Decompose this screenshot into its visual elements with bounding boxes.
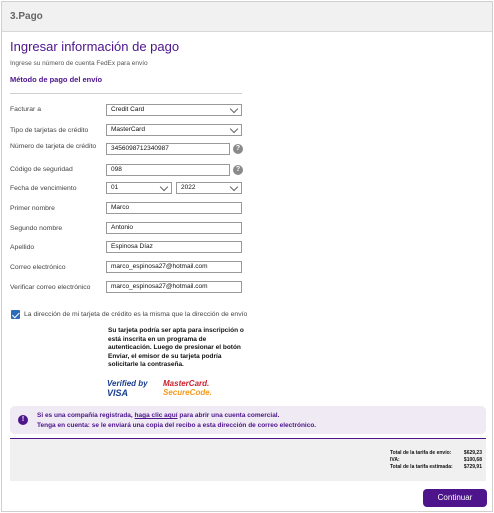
- notice-post: para abrir una cuenta comercial.: [177, 412, 280, 419]
- summary-row: [390, 457, 482, 464]
- summary-value: $100,68: [463, 457, 482, 463]
- mastercard-securecode-logo: [163, 379, 213, 399]
- verified-by-visa-logo: [107, 379, 153, 399]
- expiry-month-select[interactable]: [106, 182, 172, 194]
- help-icon[interactable]: ?: [233, 165, 243, 175]
- expiry-label: Fecha de vencimiento: [10, 185, 77, 192]
- email-confirm-label: Verificar correo electrónico: [10, 284, 91, 291]
- card-number-value: 3456098712340987: [111, 145, 169, 152]
- continue-button[interactable]: Continuar: [423, 489, 487, 507]
- email-confirm-field[interactable]: [106, 281, 242, 293]
- visa-logo-line2: VISA: [107, 388, 129, 398]
- chevron-down-icon: [230, 105, 238, 113]
- bill-to-label: Facturar a: [10, 106, 41, 113]
- email-field[interactable]: [106, 261, 242, 273]
- summary-row: [390, 464, 482, 471]
- chevron-down-icon: [230, 183, 238, 191]
- bill-to-select[interactable]: [106, 104, 242, 116]
- security-code-input[interactable]: [106, 164, 230, 176]
- chevron-down-icon: [160, 183, 168, 191]
- summary-row: [390, 450, 482, 457]
- expiry-month-value: 01: [111, 184, 119, 191]
- card-type-value: MasterCard: [111, 126, 145, 133]
- email-label: Correo electrónico: [10, 264, 66, 271]
- same-address-checkbox[interactable]: [11, 310, 20, 319]
- summary-value: $629,23: [463, 450, 482, 456]
- divider: [10, 93, 242, 94]
- rate-summary: [10, 439, 486, 481]
- same-address-label: La dirección de mi tarjeta de crédito es la misma que la dirección de envío: [24, 311, 248, 318]
- card-number-label: Número de tarjeta de crédito: [10, 143, 97, 150]
- secure-auth-text: Su tarjeta podría ser apta para inscripción o está inscrita en un programa de autenticación. Luego de presionar el botón Enviar, el emisor de su tarjeta podría solicitarle la contraseña.: [108, 327, 244, 368]
- middle-name-label: Segundo nombre: [10, 225, 63, 232]
- commercial-account-link[interactable]: haga clic aquí: [134, 412, 178, 419]
- middle-name-input[interactable]: [106, 222, 242, 234]
- alert-icon: !: [18, 415, 28, 425]
- payment-panel: [1, 1, 493, 512]
- middle-name-value: Antonio: [111, 224, 134, 231]
- summary-label: IVA:: [390, 457, 400, 463]
- last-name-input[interactable]: [106, 241, 242, 253]
- first-name-input[interactable]: [106, 202, 242, 214]
- mc-logo-line2: SecureCode.: [163, 388, 212, 397]
- notice-pre: Si es una compañía registrada,: [37, 412, 135, 419]
- chevron-down-icon: [230, 125, 238, 133]
- notice-line2: Tenga en cuenta: se le enviará una copia del recibo a esta dirección de correo electrónico.: [37, 422, 317, 429]
- card-type-select[interactable]: [106, 124, 242, 136]
- card-number-input[interactable]: [106, 143, 230, 155]
- step-header: [2, 2, 492, 32]
- card-type-label: Tipo de tarjetas de crédito: [10, 127, 89, 134]
- summary-label: Total de la tarifa de envío:: [390, 450, 452, 456]
- page-title: Ingresar información de pago: [10, 39, 180, 54]
- info-notice: [10, 406, 486, 434]
- expiry-year-value: 2022: [181, 184, 196, 191]
- security-code-value: 098: [111, 166, 122, 173]
- last-name-label: Apellido: [10, 244, 35, 251]
- step-title: 3.Pago: [10, 11, 43, 22]
- first-name-value: Marco: [111, 204, 130, 211]
- notice-line1: [37, 412, 279, 419]
- mc-logo-line1: MasterCard.: [163, 379, 210, 388]
- first-name-label: Primer nombre: [10, 205, 55, 212]
- security-code-label: Código de seguridad: [10, 166, 73, 173]
- email-value: marco_espinosa27@hotmail.com: [111, 263, 208, 270]
- section-title: Método de pago del envío: [10, 75, 103, 84]
- last-name-value: Espinosa Díaz: [111, 243, 153, 250]
- page-subtitle: Ingrese su número de cuenta FedEx para envío: [10, 60, 148, 67]
- expiry-year-select[interactable]: [176, 182, 242, 194]
- help-icon[interactable]: ?: [233, 144, 243, 154]
- summary-label: Total de la tarifa estimada:: [390, 464, 453, 470]
- visa-logo-line1: Verified by: [107, 379, 148, 388]
- bill-to-value: Credit Card: [111, 106, 145, 113]
- summary-value: $729,91: [463, 464, 482, 470]
- email-confirm-value: marco_espinosa27@hotmail.com: [111, 283, 208, 290]
